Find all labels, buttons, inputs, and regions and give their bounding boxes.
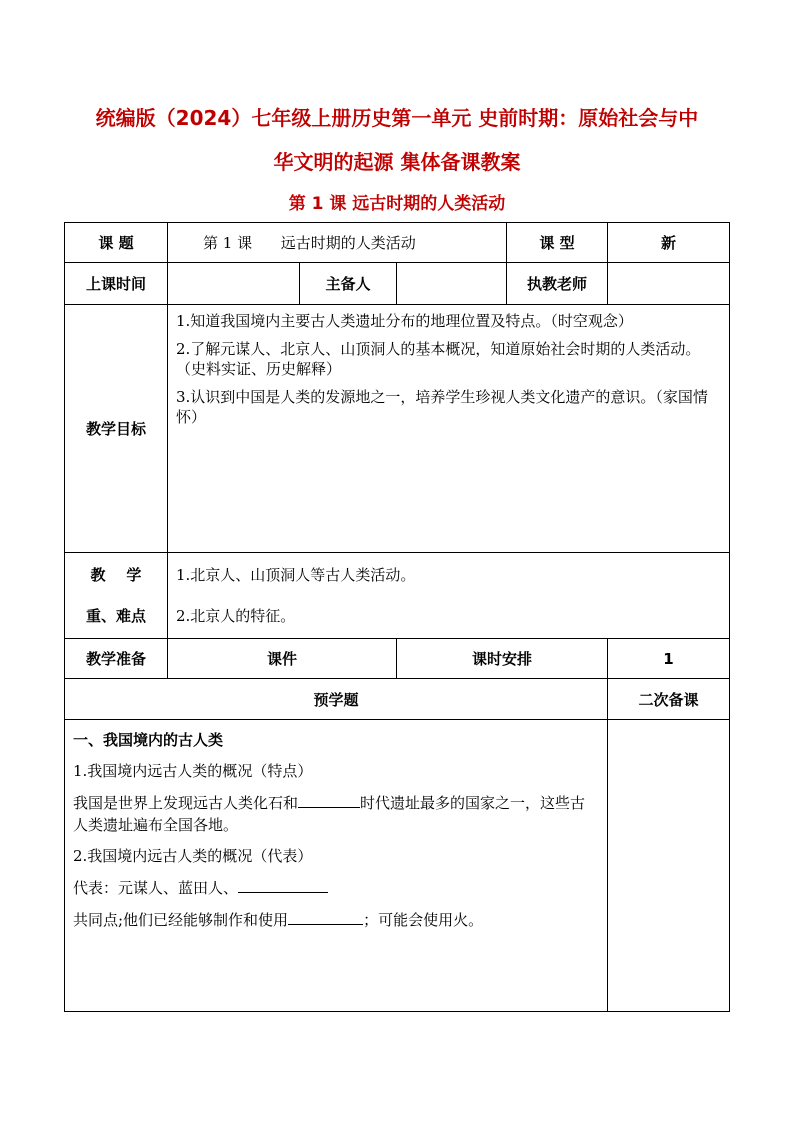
key-point-item: 1.北京人、山顶洞人等古人类活动。: [176, 565, 416, 584]
table-row: [65, 639, 730, 679]
objectives-content: [168, 305, 730, 553]
key-point-item: 2.北京人的特征。: [176, 606, 296, 625]
table-row: [65, 720, 730, 1012]
question-text-part: 我国是世界上发现远古人类化石和: [73, 794, 299, 812]
second-prep-content: [608, 720, 730, 1012]
key-points-label-line2: 重、难点: [85, 606, 146, 625]
question-text-part: 共同点;他们已经能够制作和使用: [73, 911, 289, 929]
fill-blank[interactable]: [238, 876, 328, 893]
table-row: [65, 553, 730, 639]
question-title: 1.我国境内远古人类的概况（特点）: [73, 762, 313, 780]
question-title: 2.我国境内远古人类的概况（代表）: [73, 847, 313, 865]
type-label: 课 型: [507, 223, 608, 263]
table-row: [65, 263, 730, 305]
fill-blank[interactable]: [298, 791, 360, 808]
teacher-label: 执教老师: [507, 263, 608, 305]
document-title-line2: 华文明的起源 集体备课教案: [273, 150, 521, 174]
topic-value: [168, 223, 507, 263]
document-title-line1: 统编版（2024）七年级上册历史第一单元 史前时期：原始社会与中: [95, 106, 699, 130]
question-text-part: ；可能会使用火。: [363, 911, 484, 929]
question-text-part: 代表：元谋人、蓝田人、: [73, 879, 239, 897]
objective-item: 1.知道我国境内主要古人类遗址分布的地理位置及特点。（时空观念）: [176, 312, 633, 330]
table-row: [65, 223, 730, 263]
table-row: [65, 679, 730, 720]
key-points-label-line1: 教 学: [90, 565, 142, 584]
topic-value-text: 第 1 课 远古时期的人类活动: [203, 234, 416, 252]
question-text: [73, 876, 599, 899]
main-preparer-label: 主备人: [300, 263, 397, 305]
topic-label: 课 题: [65, 223, 168, 263]
preview-content: [65, 720, 608, 1012]
class-time-value: [168, 263, 300, 305]
objective-item: 2.了解元谋人、北京人、山顶洞人的基本概况，知道原始社会时期的人类活动。（史料实证、历史解释）: [176, 340, 701, 378]
preparation-label: 教学准备: [65, 639, 168, 679]
second-prep-header: 二次备课: [608, 679, 730, 720]
question-text: [73, 791, 599, 836]
key-points-content: [168, 553, 730, 639]
schedule-value: 1: [608, 639, 730, 679]
fill-blank[interactable]: [288, 908, 363, 925]
table-row: [65, 305, 730, 553]
question-text: [73, 908, 599, 931]
lesson-title: 第 1 课 远古时期的人类活动: [288, 194, 506, 214]
preparation-value: 课件: [168, 639, 397, 679]
class-time-label: 上课时间: [65, 263, 168, 305]
section-title: 一、我国境内的古人类: [73, 731, 224, 749]
schedule-label: 课时安排: [397, 639, 608, 679]
question-text-part: 时代遗址最多的国家之一，这些古人类遗址遍布全国各地。: [73, 794, 586, 834]
objective-item: 3.认识到中国是人类的发源地之一，培养学生珍视人类文化遗产的意识。（家国情怀）: [176, 388, 708, 426]
preview-header: 预学题: [65, 679, 608, 720]
lesson-plan-table: [64, 222, 730, 1012]
objectives-label: 教学目标: [65, 305, 168, 553]
main-preparer-value: [397, 263, 507, 305]
key-points-label: [65, 553, 168, 639]
type-value: 新: [608, 223, 730, 263]
teacher-value: [608, 263, 730, 305]
